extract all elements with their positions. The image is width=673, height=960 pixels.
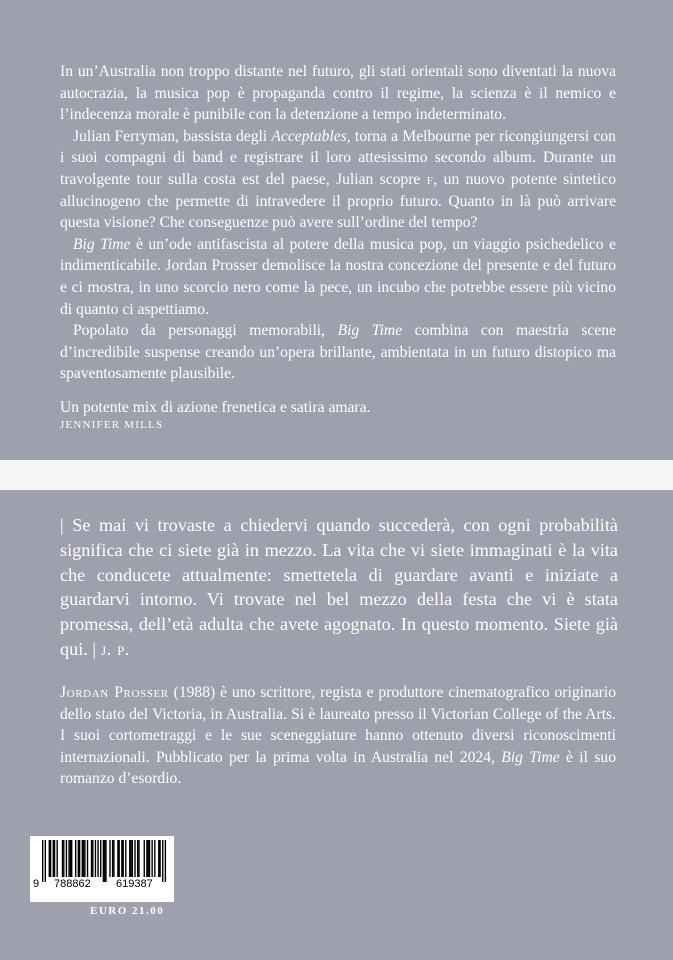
author-name: Jordan Prosser [60,684,169,701]
barcode-bar [87,840,88,877]
barcode-bar [53,840,54,877]
barcode-bar [68,840,69,877]
barcode-bar [154,840,155,877]
barcode-bar [132,840,133,877]
barcode-bar [70,840,71,877]
barcode-bar [78,840,79,877]
barcode-bar [82,840,83,877]
barcode-bar [75,840,76,877]
isbn-prefix: 9 [33,878,40,890]
barcode-bar [113,840,114,877]
barcode-bar [138,840,139,877]
isbn-group-1: 788862 [54,878,91,890]
barcode-bar [112,840,113,877]
book-title: Big Time [73,235,131,253]
barcode-bars [30,836,174,902]
barcode-bar [100,840,101,877]
barcode-bar [104,840,105,882]
band-name: Acceptables [271,127,347,145]
review-quote: Un potente mix di azione frenetica e satira amara. [60,399,371,416]
synopsis-paragraph-3: Big Time è un’ode antifascista al potere della musica pop, un viaggio psichedelico e indimenticabile. Jordan Prosser demolisce la nostra concezione del presente e del futuro e ci mostra, in uno scorcio nero come la pece, un incubo che potrebbe essere più vicino di quanto ci aspettiamo. [60,235,616,318]
barcode-bar [146,840,147,877]
isbn-barcode [30,836,174,902]
quote-close-mark: | [92,638,96,659]
barcode-bar [57,840,58,877]
barcode-bar [122,840,123,877]
barcode-bar [83,840,84,877]
barcode-bar [119,840,120,877]
barcode-bar [95,840,96,877]
barcode-bar [63,840,64,877]
divider-band [0,460,673,490]
barcode-bar [45,840,46,882]
author-quote: | Se mai vi trovaste a chiedervi quando succederà, con ogni probabilità significa che ci siete già in mezzo. La vita che vi siete immaginati è la vita che conducete attualmente: smettetela di guardare avanti e iniziate a guardarvi intorno. Vi trovate nel bel mezzo della festa che vi è stata promessa, dell’età adulta che avete agognato. In questo momento. Siete già qui. | j. p. [60,515,618,659]
barcode-bar [130,840,131,877]
barcode-bar [148,840,149,877]
barcode-bar [109,840,110,877]
price-label: EURO 21.00 [90,905,165,917]
barcode-bar [62,840,63,877]
barcode-bar [149,840,150,877]
barcode-bar [54,840,55,877]
book-title: Big Time [501,748,560,766]
barcode-bar [79,840,80,877]
review-author: JENNIFER MILLS [60,419,164,431]
barcode-bar [91,840,92,877]
synopsis-paragraph-4: Popolato da personaggi memorabili, Big Time combina con maestria scene d’incredibile suspense creando un’opera brillante, ambientata in un futuro distopico ma spaventosamente plausibile. [60,322,616,383]
drug-name: f [426,170,434,188]
synopsis-blurb [60,61,616,385]
barcode-bar [125,840,126,877]
barcode-bar [97,840,98,877]
barcode-bar [50,840,51,877]
isbn-group-2: 619387 [116,878,153,890]
author-bio: Jordan Prosser (1988) è uno scrittore, regista e produttore cinematografico originario dello stato del Victoria, in Australia. Si è laureato presso il Victorian College of the Arts. I suoi cortometraggi e le sue sceneggiature hanno ottenuto diversi riconoscimenti internazionali. Pubblicato per la prima volta in Australia nel 2024, Big Time è il suo romanzo d’esordio. [60,684,616,788]
barcode-bar [84,840,85,877]
barcode-bar [137,840,138,877]
barcode-bar [49,840,50,877]
synopsis-paragraph-2: Julian Ferryman, bassista degli Acceptables, torna a Melbourne per ricongiungersi con i suoi compagni di band e registrare il loro attesissimo secondo album. Durante un travolgente tour sulla costa est del paese, Julian scopre f, un nuovo potente sintetico allucinogeno che permette di intravedere il proprio futuro. Quanto in là può arrivare questa visione? Che conseguenze può avere sull’ordine del tempo? [60,127,616,232]
book-title: Big Time [337,322,403,340]
barcode-bar [159,840,160,877]
barcode-bar [71,840,72,877]
barcode-bar [92,840,93,877]
barcode-bar [165,840,166,882]
barcode-bar [42,840,43,882]
quote-initials: j. p. [96,638,131,659]
barcode-bar [103,840,104,882]
quote-open-mark: | [60,515,64,535]
barcode-bar [121,840,122,877]
barcode-bar [158,840,159,877]
barcode-bar [66,840,67,877]
barcode-bar [129,840,130,877]
barcode-bar [162,840,163,882]
barcode-bar [144,840,145,877]
synopsis-paragraph-1: In un’Australia non troppo distante nel futuro, gli stati orientali sono diventati la nuova autocrazia, la musica pop è propaganda contro il regime, la scienza è il nemico e l’indecenza morale è punibile con la detenzione a tempo indeterminato. [60,63,616,124]
barcode-bar [105,840,106,882]
barcode-bar [117,840,118,877]
barcode-bar [134,840,135,877]
barcode-bar [151,840,152,877]
